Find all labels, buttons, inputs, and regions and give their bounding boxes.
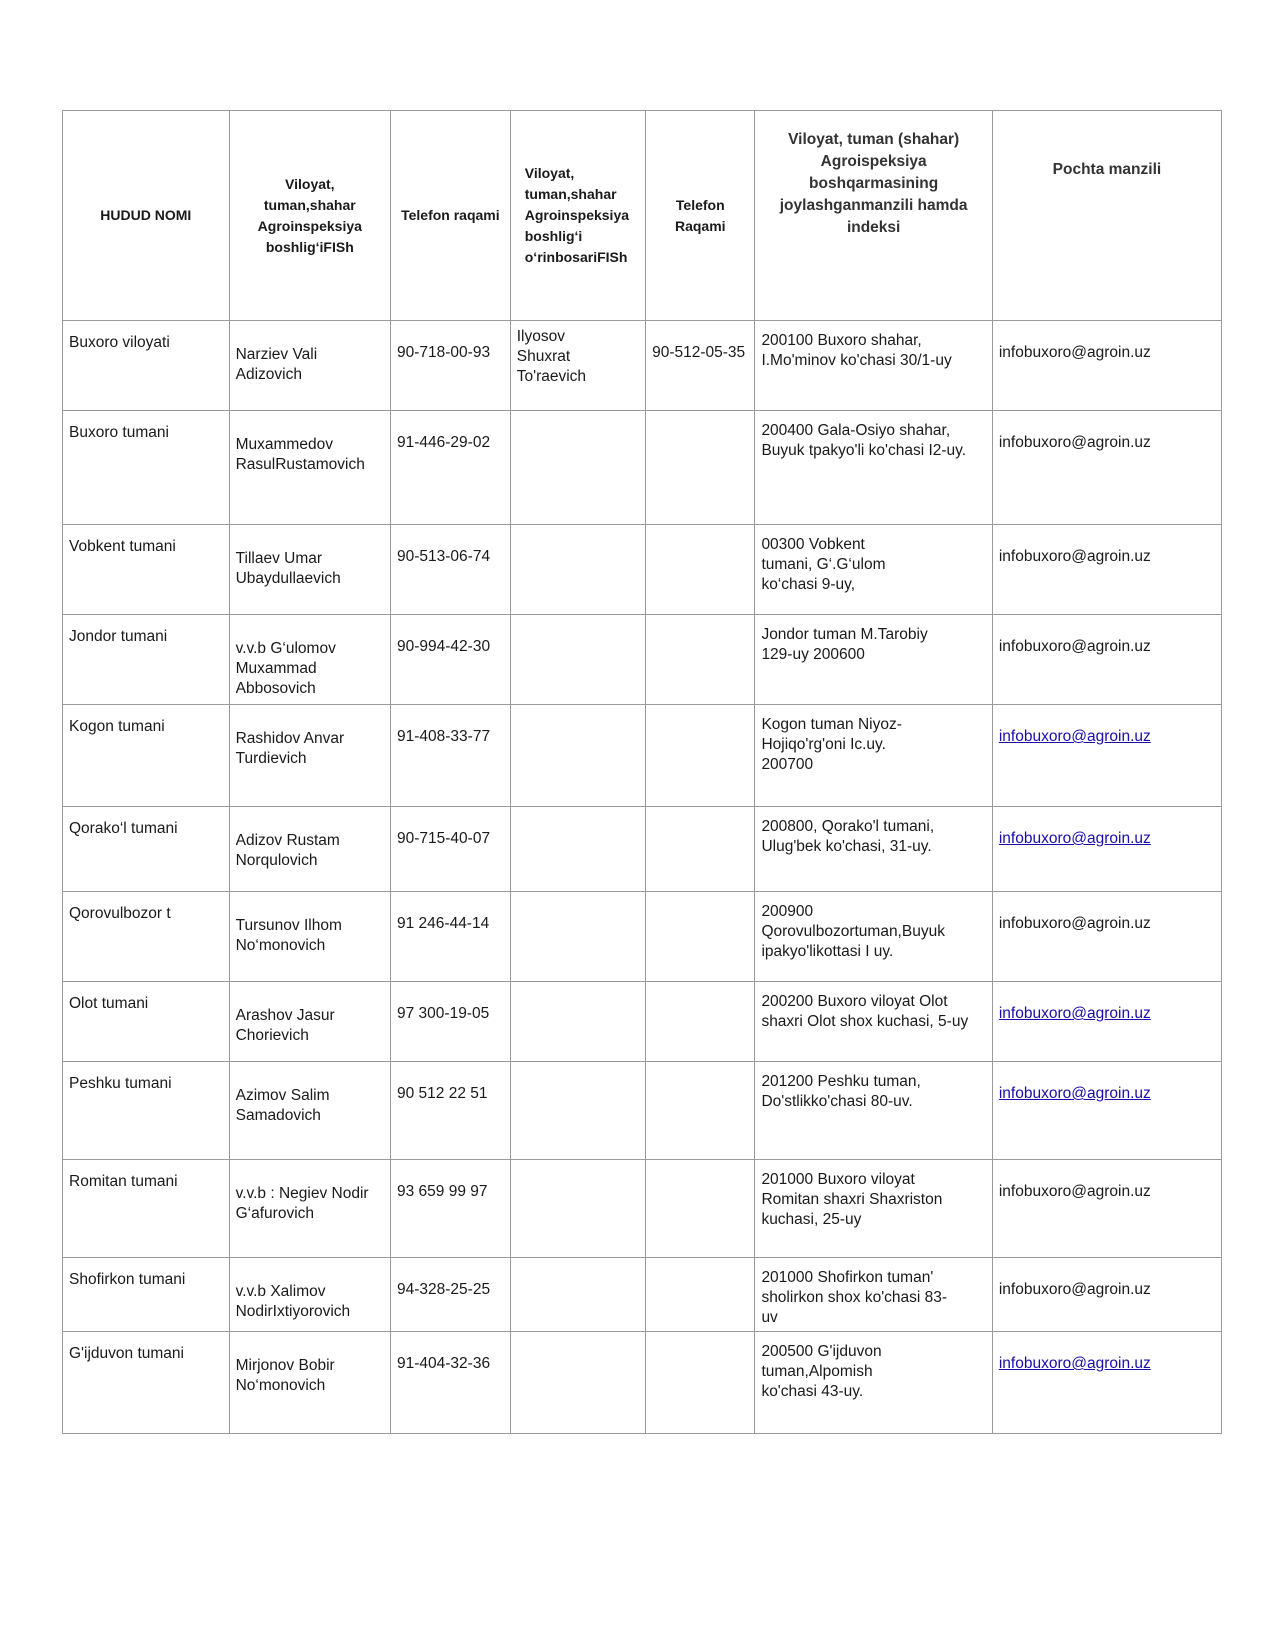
region-text: Qorovulbozor t [69,905,171,922]
deputy-name-text [511,525,645,531]
deputy-name-cell [510,321,645,411]
address-cell [755,1332,992,1434]
address-text: Kogon tuman Niyoz- Hojiqo'rg'oni Ic.uy. 200700 [761,716,902,773]
head-phone-cell [391,525,511,615]
head-phone-cell [391,1332,511,1434]
deputy-name-text [511,615,645,621]
table-row [63,525,1222,615]
head-phone-text: 91 246-44-14 [397,915,490,932]
table-row [63,807,1222,892]
deputy-name-cell [510,982,645,1062]
head-name-text: Muxammedov RasulRustamovich [235,436,365,473]
head-name-cell [229,892,390,982]
head-name-text: Tillaev Umar Ubaydullaevich [235,550,341,587]
address-text: 201000 Buxoro viloyat Romitan shaxri Shaxriston kuchasi, 25-uy [761,1171,943,1228]
deputy-phone-text [646,982,754,1004]
deputy-name-text [511,807,645,813]
head-name-cell [229,705,390,807]
deputy-name-text [511,705,645,711]
region-text: Buxoro tumani [69,424,169,441]
header-head-phone: Telefon raqami [391,111,511,321]
deputy-phone-text [646,411,754,433]
email-cell [992,525,1221,615]
deputy-name-text [511,1332,645,1338]
deputy-phone-text [646,705,754,727]
head-phone-text: 93 659 99 97 [397,1183,488,1200]
deputy-phone-cell [646,411,755,525]
email-link: infobuxoro@agroin.uz [998,344,1151,361]
address-cell [755,807,992,892]
region-text: Jondor tumani [69,628,168,645]
table-row [63,1258,1222,1332]
address-text: 200200 Buxoro viloyat Olot shaxri Olot shox kuchasi, 5-uy [761,993,969,1030]
head-phone-cell [391,321,511,411]
head-name-cell [229,1258,390,1332]
region-cell [63,892,230,982]
deputy-name-cell [510,1258,645,1332]
deputy-name-text [511,1160,645,1166]
table-row [63,982,1222,1062]
address-text: Jondor tuman M.Tarobiy 129-uy 200600 [761,626,928,663]
deputy-phone-text [646,1258,754,1280]
head-phone-cell [391,982,511,1062]
head-name-text: Narziev Vali Adizovich [235,346,318,383]
header-region: HUDUD NOMI [63,111,230,321]
deputy-name-cell [510,892,645,982]
head-name-text: v.v.b Xalimov NodirIxtiyorovich [235,1283,351,1320]
deputy-name-text [511,411,645,417]
deputy-name-text [511,1062,645,1068]
region-cell [63,1160,230,1258]
region-cell [63,1258,230,1332]
table-row [63,321,1222,411]
head-name-text: Adizov Rustam Norqulovich [235,832,340,869]
email-cell [992,705,1221,807]
address-text: 201200 Peshku tuman, Do'stlikko'chasi 80-uv. [761,1073,921,1110]
deputy-name-cell [510,1062,645,1160]
head-name-cell [229,411,390,525]
region-cell [63,705,230,807]
deputy-name-cell [510,1332,645,1434]
head-name-text: Rashidov Anvar Turdievich [235,730,345,767]
head-name-cell [229,1160,390,1258]
region-cell [63,615,230,705]
address-text: 200400 Gala-Osiyo shahar, Buyuk tpakyo'li ko'chasi I2-uy. [761,422,967,459]
address-cell [755,705,992,807]
head-phone-text: 90 512 22 51 [397,1085,488,1102]
region-cell [63,1332,230,1434]
deputy-name-cell [510,1160,645,1258]
deputy-name-cell [510,807,645,892]
deputy-phone-text [646,525,754,547]
email-link: infobuxoro@agroin.uz [998,1281,1151,1298]
address-cell [755,1160,992,1258]
header-email: Pochta manzili [992,111,1221,321]
address-cell [755,1062,992,1160]
deputy-name-cell [510,615,645,705]
region-text: Romitan tumani [69,1173,178,1190]
region-cell [63,525,230,615]
region-text: Buxoro viloyati [69,334,170,351]
deputy-phone-cell [646,705,755,807]
deputy-phone-cell [646,1062,755,1160]
head-phone-cell [391,411,511,525]
head-phone-text: 90-718-00-93 [397,344,491,361]
deputy-name-text [511,892,645,898]
address-cell [755,615,992,705]
email-cell [992,411,1221,525]
address-cell [755,892,992,982]
region-text: G'ijduvon tumani [69,1345,184,1362]
region-text: Vobkent tumani [69,538,176,555]
address-cell [755,411,992,525]
email-link: infobuxoro@agroin.uz [998,915,1151,932]
header-row [63,111,1222,321]
email-link[interactable]: infobuxoro@agroin.uz [998,728,1151,745]
address-cell [755,1258,992,1332]
deputy-phone-cell [646,982,755,1062]
head-name-cell [229,1062,390,1160]
head-phone-text: 91-404-32-36 [397,1355,491,1372]
head-name-text: Arashov Jasur Chorievich [235,1007,335,1044]
deputy-name-text: Ilyosov Shuxrat To'raevich [516,328,587,385]
header-deputy-phone: Telefon Raqami [646,111,755,321]
region-cell [63,982,230,1062]
table-row [63,1332,1222,1434]
email-link[interactable]: infobuxoro@agroin.uz [998,1005,1151,1022]
email-cell [992,1332,1221,1434]
head-phone-text: 90-994-42-30 [397,638,491,655]
table-row [63,615,1222,705]
table-row [63,411,1222,525]
head-name-cell [229,807,390,892]
region-text: Shofirkon tumani [69,1271,186,1288]
email-link: infobuxoro@agroin.uz [998,638,1151,655]
deputy-name-text [511,1258,645,1264]
email-cell [992,807,1221,892]
address-text: 200900 Qorovulbozortuman,Buyuk ipakyo'likottasi I uy. [761,903,945,960]
email-cell [992,1160,1221,1258]
region-text: Kogon tumani [69,718,165,735]
email-cell [992,1062,1221,1160]
head-phone-cell [391,807,511,892]
head-phone-cell [391,1258,511,1332]
deputy-name-cell [510,411,645,525]
head-phone-cell [391,1062,511,1160]
address-text: 200100 Buxoro shahar, I.Mo'minov ko'chasi 30/1-uy [761,332,952,369]
head-phone-text: 90-513-06-74 [397,548,491,565]
email-cell [992,892,1221,982]
deputy-name-text [511,982,645,988]
deputy-phone-cell [646,807,755,892]
address-text: 201000 Shofirkon tuman' sholirkon shox ko'chasi 83- uv [761,1269,948,1326]
address-text: 200800, Qorako'l tumani, Ulug'bek ko'chasi, 31-uy. [761,818,935,855]
head-name-cell [229,615,390,705]
deputy-phone-cell [646,1160,755,1258]
email-link: infobuxoro@agroin.uz [998,548,1151,565]
deputy-phone-text: 90-512-05-35 [652,344,746,361]
email-link[interactable]: infobuxoro@agroin.uz [998,1355,1151,1372]
deputy-phone-text [646,1160,754,1182]
email-cell [992,615,1221,705]
deputy-name-cell [510,705,645,807]
regional-offices-table [62,110,1222,1434]
head-phone-text: 90-715-40-07 [397,830,491,847]
header-address: Viloyat, tuman (shahar) Agroispeksiya boshqarmasining joylashganmanzili hamda indeksi [755,111,992,321]
head-phone-cell [391,705,511,807]
email-link: infobuxoro@agroin.uz [998,434,1151,451]
address-cell [755,525,992,615]
header-deputy-name: Viloyat, tuman,shahar Agroinspeksiya boshlig‘i o‘rinbosariFISh [510,111,645,321]
email-link[interactable]: infobuxoro@agroin.uz [998,1085,1151,1102]
address-text: 00300 Vobkent tumani, G‘.G‘ulom ko‘chasi 9-uy, [761,536,886,593]
head-name-cell [229,982,390,1062]
email-cell [992,321,1221,411]
deputy-phone-cell [646,525,755,615]
head-name-text: Mirjonov Bobir No‘monovich [235,1357,335,1394]
head-phone-text: 91-408-33-77 [397,728,491,745]
email-cell [992,982,1221,1062]
region-cell [63,321,230,411]
address-cell [755,982,992,1062]
table-row [63,705,1222,807]
deputy-phone-text [646,807,754,829]
head-name-text: Tursunov Ilhom No‘monovich [235,917,342,954]
head-name-text: v.v.b G‘ulomov Muxammad Abbosovich [235,640,336,697]
head-phone-cell [391,892,511,982]
address-cell [755,321,992,411]
region-cell [63,807,230,892]
deputy-name-cell [510,525,645,615]
deputy-phone-text [646,892,754,914]
head-name-cell [229,1332,390,1434]
head-name-text: Azimov Salim Samadovich [235,1087,330,1124]
email-link[interactable]: infobuxoro@agroin.uz [998,830,1151,847]
deputy-phone-text [646,1332,754,1354]
head-name-cell [229,525,390,615]
region-cell [63,1062,230,1160]
deputy-phone-cell [646,1258,755,1332]
deputy-phone-cell [646,892,755,982]
address-text: 200500 G'ijduvon tuman,Alpomish ko'chasi 43-uy. [761,1343,882,1400]
deputy-phone-text [646,615,754,637]
email-cell [992,1258,1221,1332]
head-phone-text: 91-446-29-02 [397,434,491,451]
deputy-phone-text [646,1062,754,1084]
head-phone-text: 94-328-25-25 [397,1281,491,1298]
region-text: Peshku tumani [69,1075,172,1092]
head-phone-cell [391,615,511,705]
deputy-phone-cell [646,321,755,411]
deputy-phone-cell [646,1332,755,1434]
region-text: Qorako‘l tumani [69,820,178,837]
header-head-name: Viloyat, tuman,shahar Agroinspeksiya boshlig‘iFISh [229,111,390,321]
region-cell [63,411,230,525]
head-phone-cell [391,1160,511,1258]
head-phone-text: 97 300-19-05 [397,1005,490,1022]
table-row [63,1160,1222,1258]
table-row [63,1062,1222,1160]
region-text: Olot tumani [69,995,149,1012]
deputy-phone-cell [646,615,755,705]
head-name-cell [229,321,390,411]
table-row [63,892,1222,982]
email-link: infobuxoro@agroin.uz [998,1183,1151,1200]
head-name-text: v.v.b : Negiev Nodir G‘afurovich [235,1185,369,1222]
